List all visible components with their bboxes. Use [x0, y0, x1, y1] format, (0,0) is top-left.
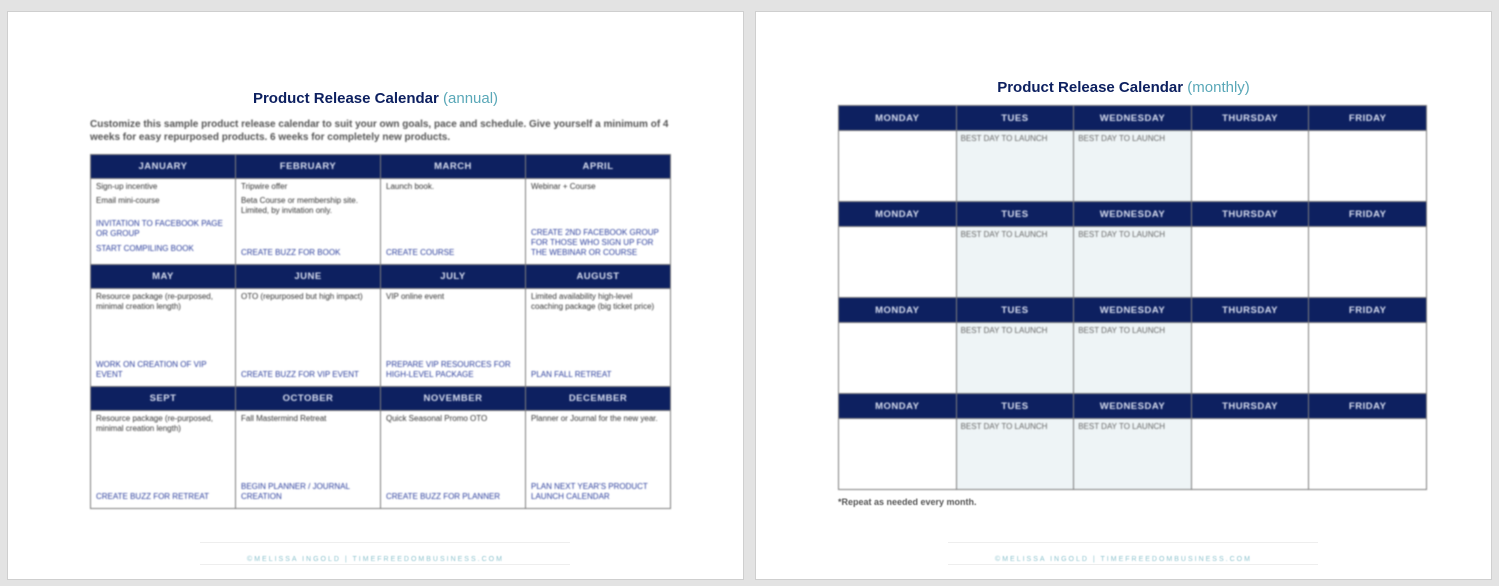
month-header: MAY: [91, 265, 236, 289]
month-header-row: [91, 387, 671, 411]
weekday-header: WEDNESDAY: [1074, 394, 1192, 419]
footer-rule-top: [200, 542, 570, 543]
action-item: CREATE 2ND FACEBOOK GROUP FOR THOSE WHO SIGN UP FOR THE WEBINAR OR COURSE: [531, 228, 659, 257]
monthly-note: *Repeat as needed every month.: [838, 497, 977, 507]
month-header: JULY: [381, 265, 526, 289]
day-cell: [839, 227, 957, 298]
month-header: SEPT: [91, 387, 236, 411]
action-item: CREATE BUZZ FOR VIP EVENT: [241, 370, 359, 379]
weekday-header: WEDNESDAY: [1074, 298, 1192, 323]
weekday-header: MONDAY: [839, 394, 957, 419]
weekday-header: THURSDAY: [1191, 202, 1309, 227]
annual-intro: Customize this sample product release calendar to suit your own goals, pace and schedule. Give yourself a minimum of 4 weeks for easy repurposed products. 6 weeks for completely new products.: [90, 119, 669, 143]
product-note: Quick Seasonal Promo OTO: [386, 414, 488, 423]
action-item: WORK ON CREATION OF VIP EVENT: [96, 360, 207, 379]
annual-calendar-page: [7, 11, 744, 580]
month-cell: [526, 179, 671, 265]
product-note: Resource package (re-purposed, minimal creation length): [96, 292, 213, 311]
monthly-title: [756, 79, 1491, 96]
month-header: FEBRUARY: [236, 155, 381, 179]
day-cell: [1191, 323, 1309, 394]
month-cell: [91, 289, 236, 387]
weekday-header: FRIDAY: [1309, 394, 1427, 419]
action-item: PLAN FALL RETREAT: [531, 370, 612, 379]
month-header: OCTOBER: [236, 387, 381, 411]
product-note: VIP online event: [386, 292, 445, 301]
product-note: Sign-up incentive: [96, 182, 158, 191]
month-cell: [381, 289, 526, 387]
month-cell: [236, 179, 381, 265]
weekday-header: TUES: [956, 106, 1074, 131]
annual-footer: ©MELISSA INGOLD | TIMEFREEDOMBUSINESS.COM: [247, 556, 504, 563]
weekday-header: THURSDAY: [1191, 106, 1309, 131]
weekday-header: THURSDAY: [1191, 394, 1309, 419]
day-cell: BEST DAY TO LAUNCH: [1074, 227, 1192, 298]
day-cell: BEST DAY TO LAUNCH: [956, 323, 1074, 394]
month-cell: [526, 289, 671, 387]
week-row: [839, 131, 1427, 202]
day-cell: BEST DAY TO LAUNCH: [956, 131, 1074, 202]
month-header: JANUARY: [91, 155, 236, 179]
weekday-header: MONDAY: [839, 106, 957, 131]
weekday-header: FRIDAY: [1309, 298, 1427, 323]
day-cell: BEST DAY TO LAUNCH: [1074, 131, 1192, 202]
weekday-header-row: [839, 106, 1427, 131]
day-cell: [1191, 131, 1309, 202]
action-item: CREATE BUZZ FOR BOOK: [241, 248, 341, 257]
month-header: APRIL: [526, 155, 671, 179]
week-row: [839, 323, 1427, 394]
product-note: Beta Course or membership site. Limited, by invitation only.: [241, 196, 358, 215]
day-cell: [1309, 227, 1427, 298]
day-cell: BEST DAY TO LAUNCH: [956, 419, 1074, 490]
weekday-header: TUES: [956, 394, 1074, 419]
monthly-title-sub: (monthly): [1187, 79, 1250, 96]
weekday-header: TUES: [956, 298, 1074, 323]
day-cell: [1309, 131, 1427, 202]
day-cell: BEST DAY TO LAUNCH: [1074, 323, 1192, 394]
month-header-row: [91, 155, 671, 179]
day-cell: BEST DAY TO LAUNCH: [1074, 419, 1192, 490]
month-header-row: [91, 265, 671, 289]
weekday-header: WEDNESDAY: [1074, 202, 1192, 227]
monthly-title-main: Product Release Calendar: [997, 79, 1184, 96]
month-cell: [91, 179, 236, 265]
week-row: [839, 227, 1427, 298]
weekday-header-row: [839, 298, 1427, 323]
month-cell: [381, 411, 526, 509]
day-cell: [839, 323, 957, 394]
weekday-header: FRIDAY: [1309, 202, 1427, 227]
weekday-header: WEDNESDAY: [1074, 106, 1192, 131]
monthly-footer: ©MELISSA INGOLD | TIMEFREEDOMBUSINESS.COM: [995, 556, 1252, 563]
weekday-header: TUES: [956, 202, 1074, 227]
day-cell: [1309, 323, 1427, 394]
week-row: [839, 419, 1427, 490]
monthly-calendar-table: [838, 105, 1427, 490]
month-content-row: [91, 179, 671, 265]
product-note: Resource package (re-purposed, minimal creation length): [96, 414, 213, 433]
month-content-row: [91, 411, 671, 509]
product-note: Planner or Journal for the new year.: [531, 414, 658, 423]
day-cell: [1309, 419, 1427, 490]
month-content-row: [91, 289, 671, 387]
action-item: START COMPILING BOOK: [96, 244, 194, 253]
day-cell: [1191, 227, 1309, 298]
footer-rule-top: [948, 542, 1318, 543]
month-cell: [526, 411, 671, 509]
weekday-header-row: [839, 202, 1427, 227]
action-item: CREATE COURSE: [386, 248, 455, 257]
product-note: OTO (repurposed but high impact): [241, 292, 363, 301]
product-note: Launch book.: [386, 182, 435, 191]
day-cell: [839, 131, 957, 202]
product-note: Fall Mastermind Retreat: [241, 414, 327, 423]
action-item: INVITATION TO FACEBOOK PAGE OR GROUP: [96, 219, 223, 238]
action-item: CREATE BUZZ FOR PLANNER: [386, 492, 501, 501]
annual-title-main: Product Release Calendar: [252, 90, 439, 107]
month-header: MARCH: [381, 155, 526, 179]
month-cell: [236, 289, 381, 387]
weekday-header: THURSDAY: [1191, 298, 1309, 323]
product-note: Email mini-course: [96, 196, 160, 205]
product-note: Tripwire offer: [241, 182, 288, 191]
day-cell: [1191, 419, 1309, 490]
product-note: Webinar + Course: [531, 182, 596, 191]
month-cell: [91, 411, 236, 509]
day-cell: BEST DAY TO LAUNCH: [956, 227, 1074, 298]
month-header: JUNE: [236, 265, 381, 289]
month-header: AUGUST: [526, 265, 671, 289]
month-header: DECEMBER: [526, 387, 671, 411]
weekday-header: MONDAY: [839, 202, 957, 227]
action-item: BEGIN PLANNER / JOURNAL CREATION: [241, 482, 350, 501]
weekday-header: MONDAY: [839, 298, 957, 323]
weekday-header: FRIDAY: [1309, 106, 1427, 131]
footer-rule-bottom: [200, 564, 570, 565]
action-item: PLAN NEXT YEAR'S PRODUCT LAUNCH CALENDAR: [531, 482, 648, 501]
action-item: PREPARE VIP RESOURCES FOR HIGH-LEVEL PACKAGE: [386, 360, 511, 379]
annual-title-sub: (annual): [443, 90, 499, 107]
monthly-calendar-page: [755, 11, 1492, 580]
footer-rule-bottom: [948, 564, 1318, 565]
month-header: NOVEMBER: [381, 387, 526, 411]
product-note: Limited availability high-level coaching package (big ticket price): [531, 292, 655, 311]
action-item: CREATE BUZZ FOR RETREAT: [96, 492, 210, 501]
month-cell: [236, 411, 381, 509]
annual-title: [8, 90, 743, 107]
annual-calendar-table: [90, 154, 671, 509]
month-cell: [381, 179, 526, 265]
day-cell: [839, 419, 957, 490]
weekday-header-row: [839, 394, 1427, 419]
